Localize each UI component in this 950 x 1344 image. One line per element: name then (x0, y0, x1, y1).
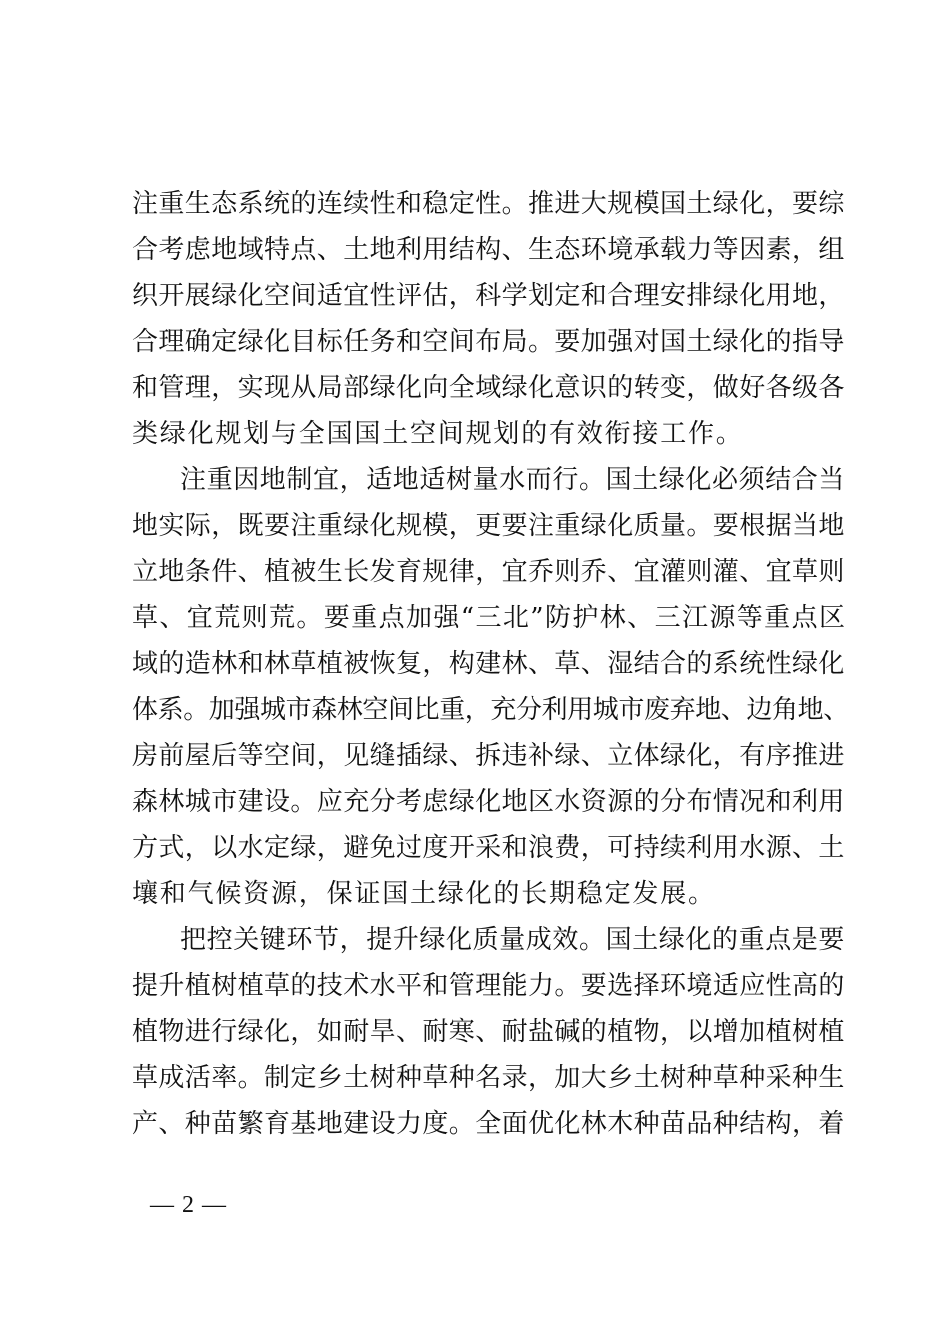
paragraph-line: 壤和气候资源，保证国土绿化的长期稳定发展。 (132, 879, 716, 909)
paragraph-line: 织开展绿化空间适宜性评估，科学划定和合理安排绿化用地， (132, 281, 845, 311)
paragraph-line: 类绿化规划与全国国土空间规划的有效衔接工作。 (132, 419, 744, 449)
paragraph-line: 方式，以水定绿，避免过度开采和浪费，可持续利用水源、土 (132, 833, 845, 863)
paragraph-line: 注重生态系统的连续性和稳定性。推进大规模国土绿化，要综 (132, 189, 845, 219)
paragraph-line: 草成活率。制定乡土树种草种名录，加大乡土树种草种采种生 (132, 1063, 845, 1093)
paragraph-line: 房前屋后等空间，见缝插绿、拆违补绿、立体绿化，有序推进 (132, 741, 845, 771)
paragraph-line: 合理确定绿化目标任务和空间布局。要加强对国土绿化的指导 (132, 327, 845, 357)
paragraph-line: 地实际，既要注重绿化规模，更要注重绿化质量。要根据当地 (132, 511, 845, 541)
paragraph-line: 提升植树植草的技术水平和管理能力。要选择环境适应性高的 (132, 971, 845, 1001)
paragraph-line: 域的造林和林草植被恢复，构建林、草、湿结合的系统性绿化 (132, 649, 845, 679)
paragraph-line: 和管理，实现从局部绿化向全域绿化意识的转变，做好各级各 (132, 373, 845, 403)
page-number: — 2 — (150, 1192, 227, 1218)
paragraph-line: 植物进行绿化，如耐旱、耐寒、耐盐碱的植物，以增加植树植 (132, 1017, 845, 1047)
paragraph-line: 体系。加强城市森林空间比重，充分利用城市废弃地、边角地、 (132, 695, 849, 725)
paragraph-line: 产、种苗繁育基地建设力度。全面优化林木种苗品种结构，着 (132, 1109, 845, 1139)
paragraph-line: 立地条件、植被生长发育规律，宜乔则乔、宜灌则灌、宜草则 (132, 557, 845, 587)
paragraph-line: 注重因地制宜，适地适树量水而行。国土绿化必须结合当 (180, 465, 846, 495)
paragraph-line: 森林城市建设。应充分考虑绿化地区水资源的分布情况和利用 (132, 787, 845, 817)
paragraph-line: 把控关键环节，提升绿化质量成效。国土绿化的重点是要 (180, 925, 846, 955)
paragraph-line: 合考虑地域特点、土地利用结构、生态环境承载力等因素，组 (132, 235, 845, 265)
paragraph-line: 草、宜荒则荒。要重点加强“三北”防护林、三江源等重点区 (132, 603, 847, 633)
